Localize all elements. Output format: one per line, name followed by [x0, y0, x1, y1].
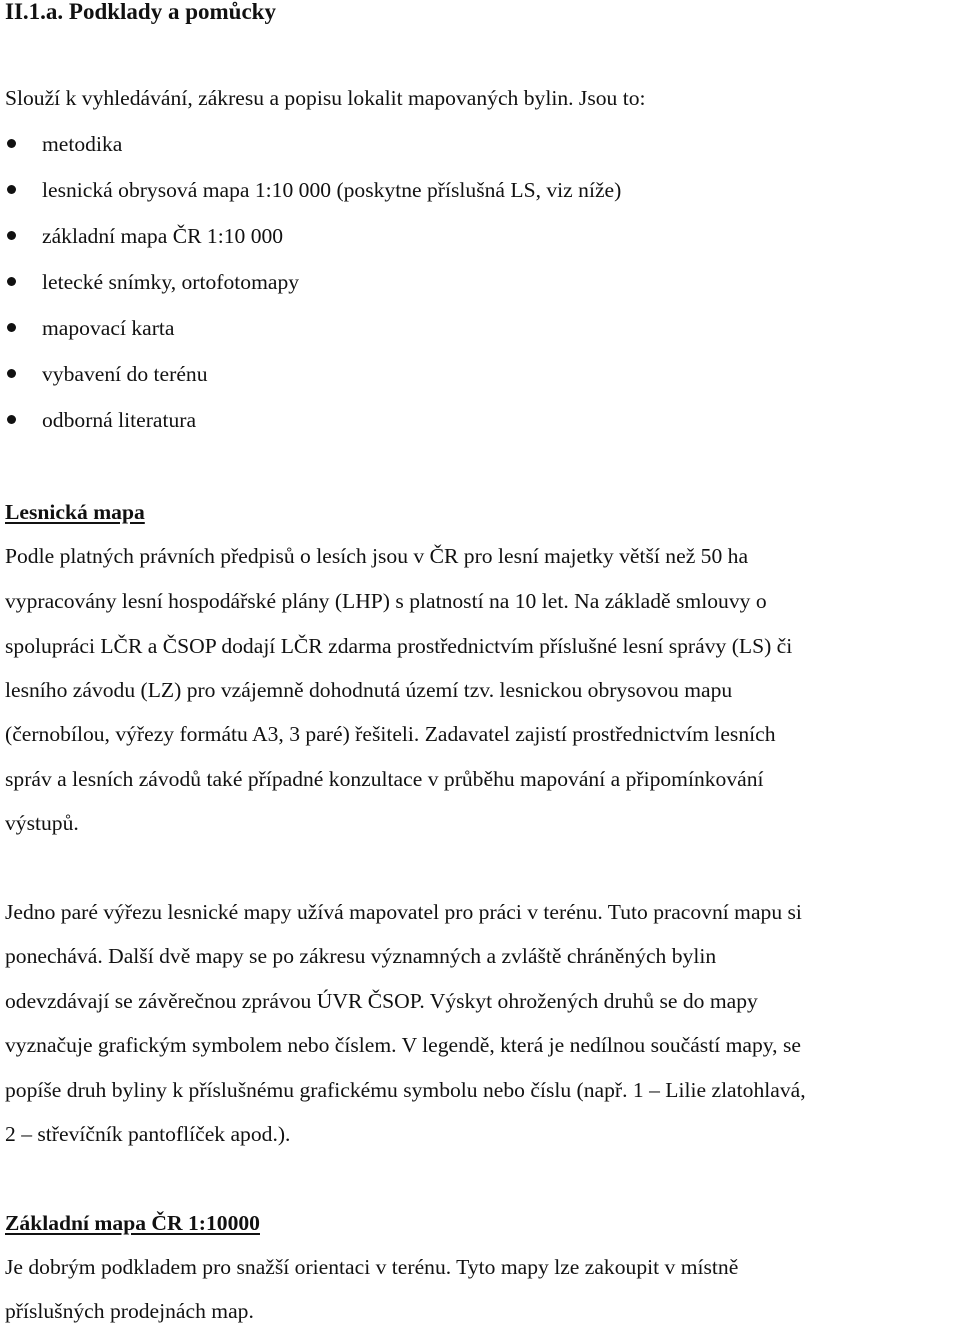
paragraph-line: ponechává. Další dvě mapy se po zákresu významných a zvláště chráněných bylin — [5, 944, 717, 968]
bullet-icon — [7, 323, 16, 332]
zakladni-mapa-heading: Základní mapa ČR 1:10000 — [5, 1211, 260, 1235]
bullet-icon — [7, 415, 16, 424]
bullet-icon — [7, 139, 16, 148]
paragraph-line: Podle platných právních předpisů o lesích jsou v ČR pro lesní majetky větší než 50 ha — [5, 544, 749, 568]
lesnicka-mapa-heading: Lesnická mapa — [5, 500, 145, 524]
list-item-text: základní mapa ČR 1:10 000 — [42, 224, 284, 248]
bullet-icon — [7, 277, 16, 286]
paragraph-line: Je dobrým podkladem pro snažší orientaci v terénu. Tyto mapy lze zakoupit v místně — [5, 1255, 739, 1279]
bullet-icon — [7, 185, 16, 194]
bullet-icon — [7, 369, 16, 378]
list-item-text: lesnická obrysová mapa 1:10 000 (poskytne příslušná LS, viz níže) — [42, 178, 622, 202]
paragraph-line: lesního závodu (LZ) pro vzájemně dohodnutá území tzv. lesnickou obrysovou mapu — [5, 678, 733, 702]
paragraph-line: Jedno paré výřezu lesnické mapy užívá mapovatel pro práci v terénu. Tuto pracovní mapu si — [5, 900, 802, 924]
section-heading: II.1.a. Podklady a pomůcky — [5, 0, 276, 24]
paragraph-line: vypracovány lesní hospodářské plány (LHP) s platností na 10 let. Na základě smlouvy o — [5, 589, 767, 613]
bullet-icon — [7, 231, 16, 240]
paragraph-line: výstupů. — [5, 811, 79, 835]
paragraph-line: (černobílou, výřezy formátu A3, 3 paré) řešiteli. Zadavatel zajistí prostřednictvím lesních — [5, 722, 776, 746]
paragraph-line: spolupráci LČR a ČSOP dodají LČR zdarma prostřednictvím příslušné lesní správy (LS) či — [5, 634, 793, 658]
paragraph-line: vyznačuje grafickým symbolem nebo číslem. V legendě, která je nedílnou součástí mapy, se — [5, 1033, 801, 1057]
list-item-text: mapovací karta — [42, 316, 175, 340]
paragraph-line: popíše druh byliny k příslušnému grafickému symbolu nebo číslu (např. 1 – Lilie zlatohlavá, — [5, 1078, 806, 1102]
paragraph-line: správ a lesních závodů také případné konzultace v průběhu mapování a připomínkování — [5, 767, 764, 791]
paragraph-line: příslušných prodejnách map. — [5, 1299, 254, 1323]
paragraph-line: 2 – střevíčník pantoflíček apod.). — [5, 1122, 291, 1146]
list-item-text: odborná literatura — [42, 408, 197, 432]
intro-text: Slouží k vyhledávání, zákresu a popisu lokalit mapovaných bylin. Jsou to: — [5, 86, 646, 110]
list-item-text: metodika — [42, 132, 123, 156]
paragraph-line: odevzdávají se závěrečnou zprávou ÚVR ČSOP. Výskyt ohrožených druhů se do mapy — [5, 989, 758, 1013]
list-item-text: letecké snímky, ortofotomapy — [42, 270, 300, 294]
list-item-text: vybavení do terénu — [42, 362, 208, 386]
